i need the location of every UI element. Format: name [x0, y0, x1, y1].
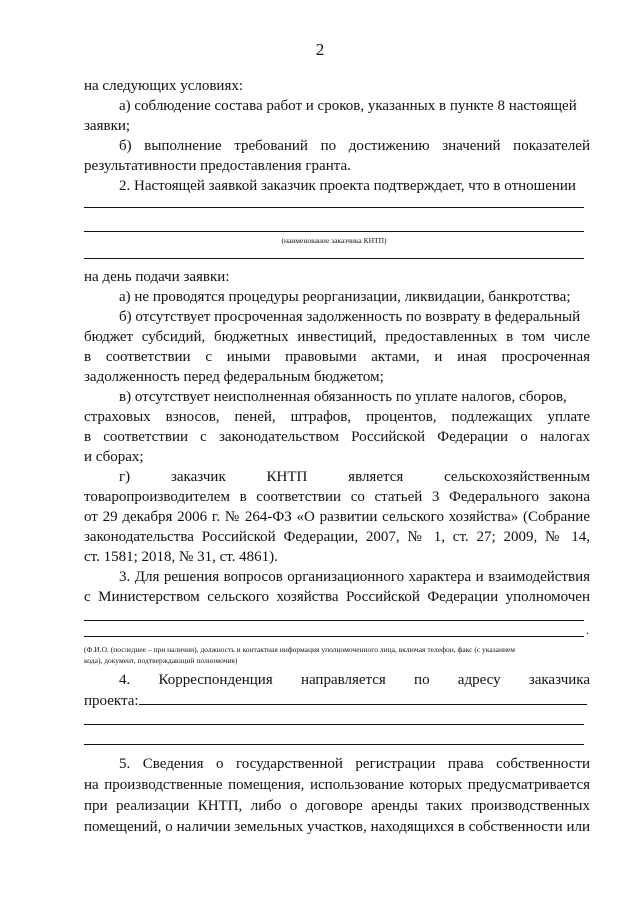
text-line: на день подачи заявки:: [84, 269, 230, 285]
text-line: заявки;: [84, 118, 131, 134]
text-line: товаропроизводителем в соответствии со статьей 3 Федерального закона: [84, 489, 590, 505]
text-line: а) соблюдение состава работ и сроков, указанных в пункте 8 настоящей: [119, 98, 577, 114]
fill-line: [84, 724, 584, 725]
address-fill-line: [139, 691, 587, 705]
text-line: б) отсутствует просроченная задолженность по возврату в федеральный: [119, 309, 581, 325]
text-line: от 29 декабря 2006 г. № 264-ФЗ «О развитии сельского хозяйства» (Собрание: [84, 509, 590, 525]
text-line: 5. Сведения о государственной регистрации права собственности: [119, 756, 590, 772]
text-line: 4. Корреспонденция направляется по адресу заказчика: [119, 672, 590, 688]
field-caption: кода), документ, подтверждающий полномочия): [84, 656, 238, 665]
field-caption: (Ф.И.О. (последнее – при наличии), должность и контактная информация уполномоченного лица, включая телефон, факс (с указанием: [84, 645, 516, 654]
text-line: в) отсутствует неисполненная обязанность по уплате налогов, сборов,: [119, 389, 567, 405]
text-line: 2. Настоящей заявкой заказчик проекта подтверждает, что в отношении: [119, 178, 576, 194]
text-line: страховых взносов, пеней, штрафов, процентов, подлежащих уплате: [84, 409, 590, 425]
text-line: 3. Для решения вопросов организационного характера и взаимодействия: [119, 569, 590, 585]
page-number: 2: [315, 40, 325, 59]
text-line: и сборах;: [84, 449, 144, 465]
text-line: с Министерством сельского хозяйства Российской Федерации уполномочен: [84, 589, 590, 605]
fill-line: [84, 207, 584, 208]
text-line: г) заказчик КНТП является сельскохозяйственным: [119, 469, 590, 485]
text-line: задолженность перед федеральным бюджетом;: [84, 369, 384, 385]
fill-line: [84, 231, 584, 232]
text-line: а) не проводятся процедуры реорганизации, ликвидации, банкротства;: [119, 289, 571, 305]
fill-line: [84, 744, 584, 745]
text-line: бюджет субсидий, бюджетных инвестиций, предоставленных в том числе: [84, 329, 590, 345]
text-line: законодательства Российской Федерации, 2007, № 1, ст. 27; 2009, № 14,: [84, 529, 590, 545]
address-line: [84, 691, 590, 711]
text-line: помещений, о наличии земельных участков, находящихся в собственности или: [84, 819, 590, 835]
text-line: на производственные помещения, использование которых предусматривается: [84, 777, 590, 793]
text-line: при реализации КНТП, либо о договоре аренды таких производственных: [84, 798, 590, 814]
address-label: проекта:: [84, 693, 139, 709]
text-line: ст. 1581; 2018, № 31, ст. 4861).: [84, 549, 278, 565]
field-caption: (наименование заказчика КНТП): [281, 236, 387, 245]
fill-line: [84, 620, 584, 621]
text-line: в соответствии с законодательством Российской Федерации о налогах: [84, 429, 590, 445]
fill-line: [84, 258, 584, 259]
fill-line: [84, 636, 584, 637]
text-line: в соответствии с иными правовыми актами, и иная просроченная: [84, 349, 590, 365]
trailing-period: .: [586, 623, 589, 637]
text-line: на следующих условиях:: [84, 78, 244, 94]
text-line: б) выполнение требований по достижению значений показателей: [119, 138, 590, 154]
text-line: результативности предоставления гранта.: [84, 158, 351, 174]
